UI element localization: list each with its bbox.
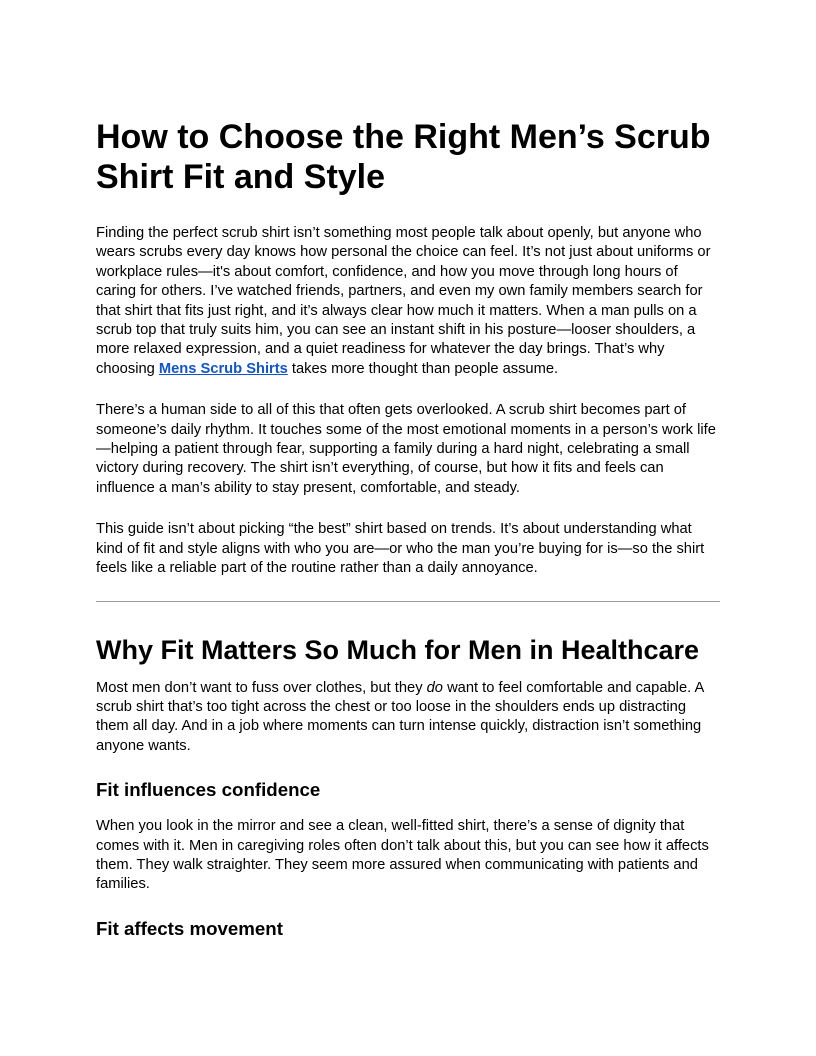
section-fit-paragraph-1: [96, 679, 720, 757]
document-title: How to Choose the Right Men’s Scrub Shirt Fit and Style: [96, 118, 711, 196]
intro-paragraph-2: There’s a human side to all of this that often gets overlooked. A scrub shirt becomes part of someone’s daily rhythm. It touches some of the most emotional moments in a person’s work life—helping a patient through fear, supporting a family during a hard night, celebrating a small victory during recovery. The shirt isn’t everything, of course, but how it fits and feels can influence a man’s ability to stay present, comfortable, and steady.: [96, 402, 716, 496]
section-divider: [96, 601, 720, 602]
intro-p1-text-before-link: Finding the perfect scrub shirt isn’t something most people talk about openly, but anyone who wears scrubs every day knows how personal the choice can feel. It’s not just about uniforms or workplace rules—it's about comfort, confidence, and how you move through long hours of caring for others. I’ve watched friends, partners, and even my own family members search for that shirt that fits just right, and it’s always clear how much it matters. When a man pulls on a scrub top that truly suits him, you can see an instant shift in his posture—looser shoulders, a more relaxed expression, and a quiet readiness for whatever the day brings. That’s why choosing: [96, 225, 711, 377]
intro-p1-text-after-link: takes more thought than people assume.: [287, 360, 559, 377]
section-heading-why-fit-matters: Why Fit Matters So Much for Men in Healthcare: [96, 634, 700, 665]
intro-paragraph-3: This guide isn’t about picking “the best” shirt based on trends. It’s about understanding what kind of fit and style aligns with who you are—or who the man you’re buying for is—so the shirt feels like a reliable part of the routine rather than a daily annoyance.: [96, 521, 705, 577]
fit-influences-confidence-paragraph: When you look in the mirror and see a clean, well-fitted shirt, there’s a sense of dignity that comes with it. Men in caregiving roles often don’t talk about this, but you can see how it affects them. They walk straighter. They seem more assured when communicating with patients and families.: [96, 818, 709, 893]
section-fit-p1-text-after-italic: want to feel comfortable and capable. A scrub shirt that’s too tight across the chest or too loose in the shoulders ends up distracting them all day. And in a job where moments can turn intense quickly, distraction isn’t something anyone wants.: [96, 679, 704, 754]
subheading-fit-influences-confidence: Fit influences confidence: [96, 779, 321, 801]
section-fit-p1-text-before-italic: Most men don’t want to fuss over clothes, but they: [96, 679, 427, 696]
intro-paragraph-1: [96, 224, 720, 379]
subheading-fit-affects-movement: Fit affects movement: [96, 917, 283, 939]
emphasized-word-do: do: [426, 679, 443, 696]
mens-scrub-shirts-link[interactable]: Mens Scrub Shirts: [158, 360, 288, 377]
